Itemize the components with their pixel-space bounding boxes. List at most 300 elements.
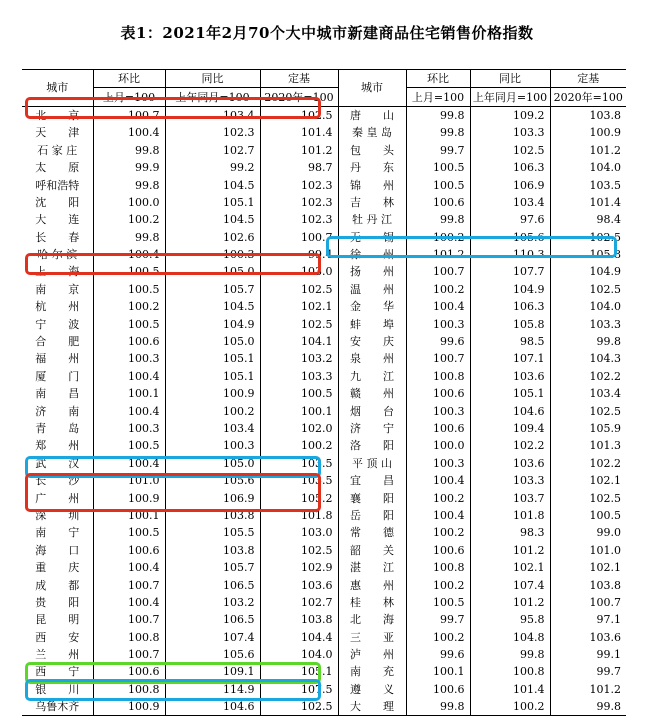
- city-left-cell: 深 圳: [35, 508, 80, 522]
- mom-left-cell: 100.2: [93, 298, 165, 315]
- mom-left-cell: 100.5: [93, 524, 165, 541]
- city-left-cell: 广 州: [35, 491, 80, 505]
- mom-right-cell: 100.0: [406, 437, 470, 454]
- yoy-right-cell: 109.4: [470, 420, 550, 437]
- mom-right-cell: 100.7: [406, 263, 470, 280]
- mom-left-cell: 100.1: [93, 507, 165, 524]
- header-city-right: 城市: [338, 70, 406, 107]
- mom-right-cell: 100.2: [406, 489, 470, 506]
- yoy-left-cell: 105.6: [165, 472, 260, 489]
- table-row: [22, 142, 626, 159]
- yoy-left-cell: 105.1: [165, 350, 260, 367]
- base-left-cell: 103.0: [260, 524, 338, 541]
- base-right-cell: 103.5: [550, 176, 626, 193]
- city-right-cell: 韶 关: [338, 542, 406, 559]
- mom-right-cell: 100.8: [406, 368, 470, 385]
- city-left-cell: 南 宁: [35, 526, 80, 540]
- mom-left-cell: 100.8: [93, 681, 165, 698]
- table-row: [22, 594, 626, 611]
- mom-left-cell: 99.8: [93, 176, 165, 193]
- mom-right-cell: 99.8: [406, 698, 470, 716]
- yoy-right-cell: 107.4: [470, 576, 550, 593]
- base-left-cell: 107.5: [260, 681, 338, 698]
- mom-right-cell: 100.3: [406, 315, 470, 332]
- city-right-cell: 秦 皇 岛: [338, 124, 406, 141]
- base-right-cell: 101.0: [550, 542, 626, 559]
- yoy-left-cell: 103.4: [165, 420, 260, 437]
- city-left-cell: 宁 波: [35, 317, 80, 331]
- mom-right-cell: 100.5: [406, 176, 470, 193]
- mom-right-cell: 100.2: [406, 229, 470, 246]
- base-right-cell: 100.9: [550, 124, 626, 141]
- base-left-cell: 100.2: [260, 437, 338, 454]
- base-left-cell: 103.0: [260, 263, 338, 280]
- yoy-right-cell: 99.8: [470, 646, 550, 663]
- yoy-left-cell: 105.7: [165, 559, 260, 576]
- header-base-left: 定基: [260, 70, 338, 88]
- mom-left-cell: 100.5: [93, 281, 165, 298]
- mom-right-cell: 100.4: [406, 472, 470, 489]
- mom-right-cell: 100.2: [406, 629, 470, 646]
- city-left-cell: 济 南: [35, 404, 80, 418]
- yoy-right-cell: 98.3: [470, 524, 550, 541]
- yoy-left-cell: 106.9: [165, 489, 260, 506]
- table-row: [22, 576, 626, 593]
- city-left-cell: 重 庆: [35, 561, 80, 575]
- price-index-table: [22, 69, 626, 716]
- city-right-cell: 蚌 埠: [338, 315, 406, 332]
- base-left-cell: 104.1: [260, 333, 338, 350]
- yoy-left-cell: 102.3: [165, 124, 260, 141]
- mom-left-cell: 100.5: [93, 437, 165, 454]
- yoy-left-cell: 114.9: [165, 681, 260, 698]
- city-right-cell: 宜 昌: [338, 472, 406, 489]
- city-left-cell: 海 口: [35, 543, 80, 557]
- header-row-main: [22, 70, 626, 88]
- base-left-cell: 101.4: [260, 124, 338, 141]
- base-left-cell: 101.8: [260, 507, 338, 524]
- base-right-cell: 102.2: [550, 368, 626, 385]
- city-left-cell: 北 京: [35, 108, 80, 122]
- base-right-cell: 101.2: [550, 681, 626, 698]
- base-right-cell: 98.4: [550, 211, 626, 228]
- mom-left-cell: 100.3: [93, 420, 165, 437]
- city-left-cell: 长 沙: [35, 474, 80, 488]
- yoy-right-cell: 103.4: [470, 194, 550, 211]
- base-left-cell: 103.3: [260, 368, 338, 385]
- mom-right-cell: 100.5: [406, 159, 470, 176]
- table-title: 表1：2021年2月70个大中城市新建商品住宅销售价格指数: [120, 24, 534, 42]
- table-row: [22, 663, 626, 680]
- yoy-left-cell: 100.9: [165, 385, 260, 402]
- table-row: [22, 420, 626, 437]
- yoy-left-cell: 103.8: [165, 542, 260, 559]
- mom-left-cell: 100.0: [93, 194, 165, 211]
- yoy-right-cell: 105.6: [470, 229, 550, 246]
- city-right-cell: 平 顶 山: [338, 455, 406, 472]
- mom-left-cell: 100.4: [93, 455, 165, 472]
- city-left-cell: 兰 州: [35, 648, 80, 662]
- yoy-right-cell: 103.7: [470, 489, 550, 506]
- mom-left-cell: 100.1: [93, 385, 165, 402]
- table-row: [22, 507, 626, 524]
- mom-left-cell: 100.4: [93, 402, 165, 419]
- table-row: [22, 472, 626, 489]
- mom-left-cell: 100.4: [93, 246, 165, 263]
- base-left-cell: 103.5: [260, 455, 338, 472]
- base-left-cell: 103.6: [260, 576, 338, 593]
- city-left-cell: 上 海: [35, 265, 80, 279]
- base-left-cell: 102.3: [260, 194, 338, 211]
- mom-right-cell: 100.6: [406, 194, 470, 211]
- city-right-cell: 遵 义: [338, 681, 406, 698]
- city-left-cell: 哈 尔 滨: [37, 248, 78, 262]
- table-row: [22, 489, 626, 506]
- city-right-cell: 牡 丹 江: [338, 211, 406, 228]
- city-right-cell: 锦 州: [338, 176, 406, 193]
- mom-right-cell: 100.6: [406, 420, 470, 437]
- city-right-cell: 湛 江: [338, 559, 406, 576]
- yoy-left-cell: 99.2: [165, 159, 260, 176]
- header-base-right: 定基: [550, 70, 626, 88]
- base-left-cell: 102.1: [260, 298, 338, 315]
- city-left-cell: 南 京: [35, 282, 80, 296]
- base-left-cell: 101.2: [260, 142, 338, 159]
- yoy-right-cell: 100.8: [470, 663, 550, 680]
- mom-right-cell: 100.2: [406, 576, 470, 593]
- yoy-left-cell: 103.8: [165, 507, 260, 524]
- city-right-cell: 惠 州: [338, 576, 406, 593]
- table-row: [22, 542, 626, 559]
- yoy-right-cell: 101.2: [470, 542, 550, 559]
- table-row: [22, 263, 626, 280]
- base-right-cell: 102.1: [550, 472, 626, 489]
- city-right-cell: 常 德: [338, 524, 406, 541]
- city-left-cell: 昆 明: [35, 613, 80, 627]
- header-yoy-right: 同比: [470, 70, 550, 88]
- city-right-cell: 大 理: [338, 698, 406, 716]
- yoy-left-cell: 102.7: [165, 142, 260, 159]
- mom-left-cell: 100.4: [93, 594, 165, 611]
- base-right-cell: 101.3: [550, 437, 626, 454]
- header-yoy-left: 同比: [165, 70, 260, 88]
- base-right-cell: 103.6: [550, 629, 626, 646]
- yoy-right-cell: 102.5: [470, 142, 550, 159]
- mom-left-cell: 100.4: [93, 559, 165, 576]
- yoy-right-cell: 103.6: [470, 368, 550, 385]
- mom-right-cell: 100.6: [406, 542, 470, 559]
- city-left-cell: 杭 州: [35, 300, 80, 314]
- mom-right-cell: 99.6: [406, 333, 470, 350]
- city-right-cell: 济 宁: [338, 420, 406, 437]
- city-left-cell: 南 昌: [35, 387, 80, 401]
- header-mom-right: 环比: [406, 70, 470, 88]
- base-left-cell: 102.7: [260, 594, 338, 611]
- base-left-cell: 103.2: [260, 350, 338, 367]
- city-right-cell: 桂 林: [338, 594, 406, 611]
- mom-left-cell: 100.5: [93, 315, 165, 332]
- yoy-right-cell: 105.1: [470, 385, 550, 402]
- city-right-cell: 金 华: [338, 298, 406, 315]
- base-left-cell: 100.1: [260, 402, 338, 419]
- city-right-cell: 洛 阳: [338, 437, 406, 454]
- header-mom-sub-left: 上月=100: [93, 88, 165, 106]
- header-city-left: 城市: [22, 70, 93, 107]
- mom-right-cell: 99.7: [406, 611, 470, 628]
- yoy-right-cell: 97.6: [470, 211, 550, 228]
- header-yoy-sub-right: 上年同月=100: [470, 88, 550, 106]
- mom-right-cell: 100.3: [406, 455, 470, 472]
- mom-left-cell: 100.3: [93, 350, 165, 367]
- yoy-left-cell: 109.1: [165, 663, 260, 680]
- base-right-cell: 99.7: [550, 663, 626, 680]
- city-right-cell: 南 充: [338, 663, 406, 680]
- yoy-right-cell: 103.6: [470, 455, 550, 472]
- base-left-cell: 102.3: [260, 211, 338, 228]
- yoy-right-cell: 104.8: [470, 629, 550, 646]
- mom-right-cell: 100.4: [406, 298, 470, 315]
- table-row: [22, 298, 626, 315]
- yoy-right-cell: 101.8: [470, 507, 550, 524]
- base-right-cell: 100.5: [550, 507, 626, 524]
- mom-left-cell: 100.2: [93, 211, 165, 228]
- mom-left-cell: 99.8: [93, 142, 165, 159]
- base-left-cell: 102.0: [260, 420, 338, 437]
- yoy-left-cell: 103.2: [165, 594, 260, 611]
- base-left-cell: 103.8: [260, 611, 338, 628]
- yoy-left-cell: 105.0: [165, 455, 260, 472]
- table-row: [22, 698, 626, 716]
- yoy-right-cell: 107.7: [470, 263, 550, 280]
- mom-left-cell: 101.0: [93, 472, 165, 489]
- city-left-cell: 银 川: [35, 682, 80, 696]
- yoy-right-cell: 103.3: [470, 124, 550, 141]
- yoy-right-cell: 104.9: [470, 281, 550, 298]
- city-right-cell: 烟 台: [338, 402, 406, 419]
- table-row: [22, 524, 626, 541]
- yoy-left-cell: 104.9: [165, 315, 260, 332]
- header-mom-sub-right: 上月=100: [406, 88, 470, 106]
- base-left-cell: 102.5: [260, 315, 338, 332]
- yoy-right-cell: 101.2: [470, 594, 550, 611]
- city-left-cell: 青 岛: [35, 422, 80, 435]
- city-left-cell: 沈 阳: [35, 195, 80, 209]
- yoy-left-cell: 105.0: [165, 333, 260, 350]
- city-left-cell: 成 都: [35, 578, 80, 592]
- table-row: [22, 681, 626, 698]
- mom-right-cell: 100.5: [406, 594, 470, 611]
- yoy-right-cell: 102.1: [470, 559, 550, 576]
- base-right-cell: 102.5: [550, 281, 626, 298]
- base-right-cell: 103.8: [550, 576, 626, 593]
- mom-right-cell: 100.2: [406, 524, 470, 541]
- base-right-cell: 101.4: [550, 194, 626, 211]
- mom-right-cell: 100.6: [406, 681, 470, 698]
- base-left-cell: 102.5: [260, 698, 338, 716]
- city-left-cell: 石 家 庄: [37, 143, 78, 157]
- base-right-cell: 103.3: [550, 315, 626, 332]
- city-left-cell: 太 原: [35, 161, 80, 175]
- mom-left-cell: 100.5: [93, 263, 165, 280]
- base-right-cell: 99.0: [550, 524, 626, 541]
- base-right-cell: 99.8: [550, 333, 626, 350]
- yoy-left-cell: 104.5: [165, 298, 260, 315]
- base-right-cell: 102.5: [550, 402, 626, 419]
- table-row: [22, 229, 626, 246]
- city-right-cell: 吉 林: [338, 194, 406, 211]
- yoy-left-cell: 105.5: [165, 524, 260, 541]
- mom-left-cell: 100.9: [93, 489, 165, 506]
- base-left-cell: 102.5: [260, 542, 338, 559]
- table-row: [22, 646, 626, 663]
- base-left-cell: 102.9: [260, 559, 338, 576]
- city-right-cell: 北 海: [338, 611, 406, 628]
- table-row: [22, 315, 626, 332]
- yoy-right-cell: 106.3: [470, 298, 550, 315]
- yoy-left-cell: 105.1: [165, 368, 260, 385]
- mom-left-cell: 100.6: [93, 542, 165, 559]
- city-left-cell: 天 津: [35, 126, 80, 140]
- city-right-cell: 扬 州: [338, 263, 406, 280]
- yoy-right-cell: 98.5: [470, 333, 550, 350]
- base-right-cell: 99.8: [550, 698, 626, 716]
- mom-right-cell: 99.8: [406, 124, 470, 141]
- yoy-right-cell: 104.6: [470, 402, 550, 419]
- base-left-cell: 102.5: [260, 106, 338, 124]
- yoy-right-cell: 103.3: [470, 472, 550, 489]
- base-left-cell: 102.3: [260, 176, 338, 193]
- city-right-cell: 温 州: [338, 281, 406, 298]
- base-left-cell: 103.5: [260, 472, 338, 489]
- yoy-right-cell: 107.1: [470, 350, 550, 367]
- table-row: [22, 402, 626, 419]
- yoy-right-cell: 95.8: [470, 611, 550, 628]
- city-left-cell: 郑 州: [35, 439, 80, 453]
- city-left-cell: 合 肥: [35, 335, 80, 349]
- base-right-cell: 104.0: [550, 159, 626, 176]
- yoy-left-cell: 105.1: [165, 194, 260, 211]
- city-left-cell: 厦 门: [35, 369, 80, 383]
- yoy-right-cell: 106.3: [470, 159, 550, 176]
- yoy-left-cell: 105.7: [165, 281, 260, 298]
- city-left-cell: 西 安: [35, 630, 80, 644]
- base-right-cell: 104.3: [550, 350, 626, 367]
- base-left-cell: 100.5: [260, 385, 338, 402]
- city-right-cell: 丹 东: [338, 159, 406, 176]
- header-row-sub: [22, 88, 626, 106]
- base-left-cell: 105.1: [260, 663, 338, 680]
- city-left-cell: 西 宁: [35, 665, 80, 679]
- base-right-cell: 102.2: [550, 455, 626, 472]
- mom-right-cell: 99.6: [406, 646, 470, 663]
- table-row: [22, 211, 626, 228]
- yoy-right-cell: 100.2: [470, 698, 550, 716]
- base-right-cell: 102.5: [550, 229, 626, 246]
- city-right-cell: 包 头: [338, 142, 406, 159]
- yoy-left-cell: 104.5: [165, 211, 260, 228]
- base-left-cell: 98.7: [260, 159, 338, 176]
- city-right-cell: 三 亚: [338, 629, 406, 646]
- base-right-cell: 105.8: [550, 246, 626, 263]
- yoy-left-cell: 105.0: [165, 263, 260, 280]
- yoy-left-cell: 100.2: [165, 402, 260, 419]
- mom-left-cell: 100.6: [93, 333, 165, 350]
- city-right-cell: 徐 州: [338, 246, 406, 263]
- header-mom-left: 环比: [93, 70, 165, 88]
- table-row: [22, 385, 626, 402]
- yoy-left-cell: 106.5: [165, 611, 260, 628]
- table-row: [22, 194, 626, 211]
- base-right-cell: 104.0: [550, 298, 626, 315]
- mom-right-cell: 99.8: [406, 211, 470, 228]
- yoy-right-cell: 102.2: [470, 437, 550, 454]
- mom-left-cell: 99.8: [93, 229, 165, 246]
- mom-right-cell: 100.8: [406, 559, 470, 576]
- base-right-cell: 99.1: [550, 646, 626, 663]
- base-right-cell: 97.1: [550, 611, 626, 628]
- yoy-right-cell: 106.9: [470, 176, 550, 193]
- base-right-cell: 102.1: [550, 559, 626, 576]
- mom-left-cell: 100.7: [93, 106, 165, 124]
- city-left-cell: 武 汉: [35, 456, 80, 470]
- mom-left-cell: 100.7: [93, 646, 165, 663]
- yoy-left-cell: 104.6: [165, 698, 260, 716]
- mom-left-cell: 100.9: [93, 698, 165, 716]
- yoy-right-cell: 110.3: [470, 246, 550, 263]
- table-row: [22, 106, 626, 124]
- table-row: [22, 246, 626, 263]
- city-right-cell: 泉 州: [338, 350, 406, 367]
- base-right-cell: 101.2: [550, 142, 626, 159]
- base-left-cell: 100.7: [260, 229, 338, 246]
- city-right-cell: 唐 山: [338, 106, 406, 124]
- mom-left-cell: 100.8: [93, 629, 165, 646]
- city-right-cell: 九 江: [338, 368, 406, 385]
- yoy-right-cell: 101.4: [470, 681, 550, 698]
- table-row: [22, 368, 626, 385]
- base-left-cell: 105.2: [260, 489, 338, 506]
- table-row: [22, 281, 626, 298]
- yoy-left-cell: 105.6: [165, 646, 260, 663]
- base-left-cell: 104.4: [260, 629, 338, 646]
- yoy-left-cell: 106.5: [165, 576, 260, 593]
- base-right-cell: 103.4: [550, 385, 626, 402]
- city-left-cell: 贵 阳: [35, 595, 80, 609]
- mom-right-cell: 100.3: [406, 402, 470, 419]
- mom-left-cell: 100.6: [93, 663, 165, 680]
- city-right-cell: 襄 阳: [338, 489, 406, 506]
- table-row: [22, 559, 626, 576]
- table-row: [22, 455, 626, 472]
- base-left-cell: 104.0: [260, 646, 338, 663]
- table-row: [22, 159, 626, 176]
- table-row: [22, 350, 626, 367]
- mom-right-cell: 99.8: [406, 106, 470, 124]
- table-row: [22, 611, 626, 628]
- city-right-cell: 安 庆: [338, 333, 406, 350]
- yoy-left-cell: 104.5: [165, 176, 260, 193]
- city-left-cell: 呼和浩特: [35, 178, 80, 192]
- yoy-right-cell: 109.2: [470, 106, 550, 124]
- yoy-left-cell: 102.6: [165, 229, 260, 246]
- mom-left-cell: 100.7: [93, 576, 165, 593]
- city-right-cell: 无 锡: [338, 229, 406, 246]
- mom-right-cell: 100.7: [406, 350, 470, 367]
- base-left-cell: 102.5: [260, 281, 338, 298]
- city-left-cell: 乌鲁木齐: [22, 698, 93, 716]
- base-right-cell: 100.7: [550, 594, 626, 611]
- header-base-sub-right: 2020年=100: [550, 88, 626, 106]
